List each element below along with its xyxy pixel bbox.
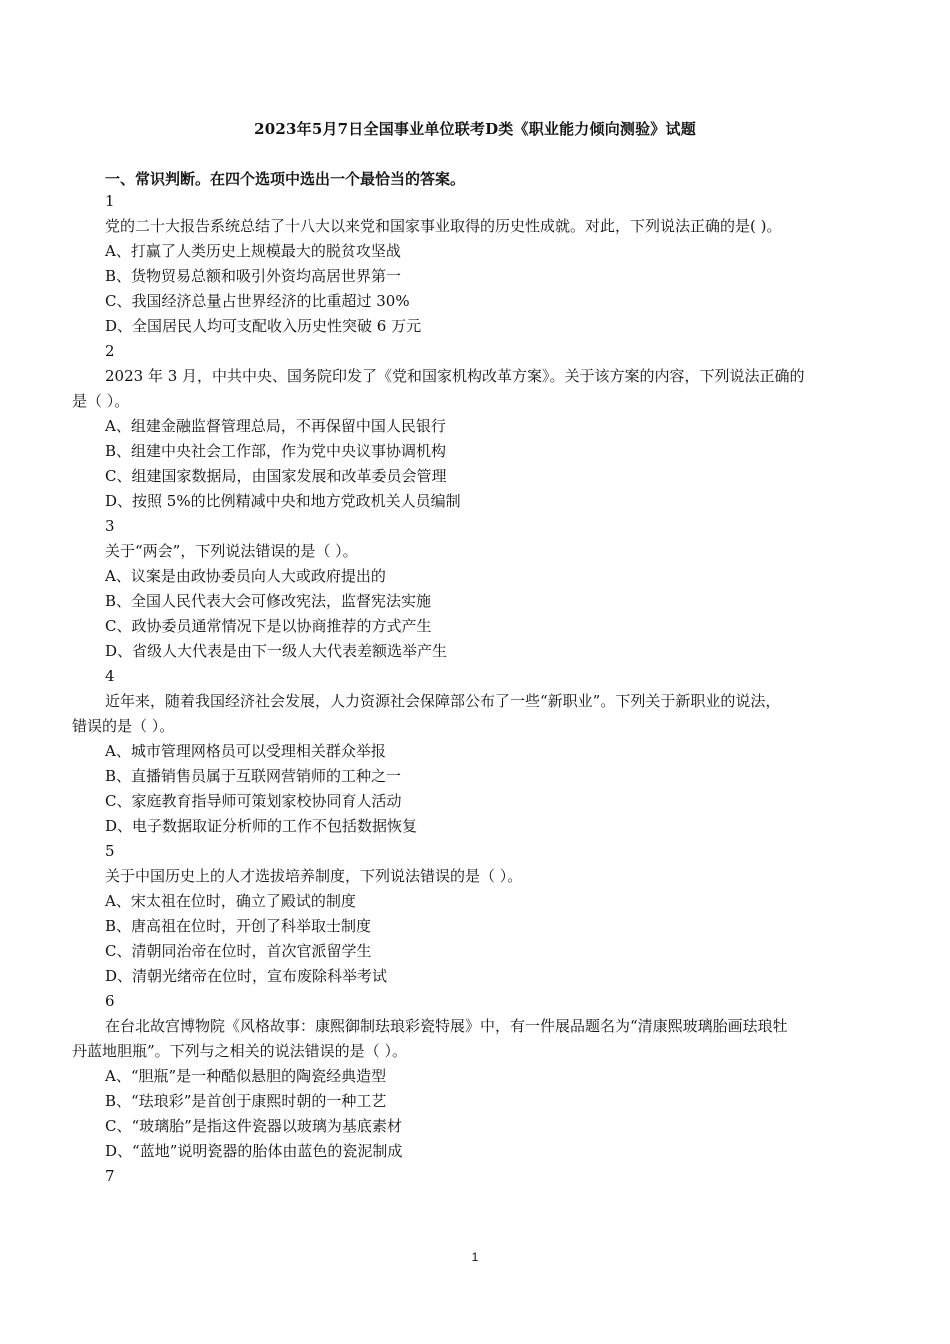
question-option: A、议案是由政协委员向人大或政府提出的 <box>105 567 386 585</box>
question-option: D、省级人大代表是由下一级人大代表差额选举产生 <box>105 642 448 660</box>
section-heading: 一、常识判断。在四个选项中选出一个最恰当的答案。 <box>105 170 466 188</box>
question-option: A、城市管理网格员可以受理相关群众举报 <box>105 742 386 760</box>
question-option: A、“胆瓶”是一种酷似悬胆的陶瓷经典造型 <box>105 1067 387 1085</box>
question-option: D、电子数据取证分析师的工作不包括数据恢复 <box>105 817 418 835</box>
question-number: 7 <box>105 1167 115 1185</box>
question-number: 4 <box>105 667 115 685</box>
question-number: 3 <box>105 517 115 535</box>
question-option: C、家庭教育指导师可策划家校协同育人活动 <box>105 792 402 810</box>
question-option: B、货物贸易总额和吸引外资均高居世界第一 <box>105 267 402 285</box>
question-stem: 关于“两会”，下列说法错误的是（ ）。 <box>105 542 358 560</box>
question-stem: 在台北故宫博物院《风格故事：康熙御制珐琅彩瓷特展》中，有一件展品题名为“清康熙玻璃胎画珐琅牡 <box>105 1017 788 1035</box>
question-stem: 关于中国历史上的人才选拔培养制度，下列说法错误的是（ ）。 <box>105 867 523 885</box>
question-option: A、打赢了人类历史上规模最大的脱贫攻坚战 <box>105 242 401 260</box>
question-number: 6 <box>105 992 115 1010</box>
question-option: A、组建金融监督管理总局，不再保留中国人民银行 <box>105 417 446 435</box>
question-option: D、“蓝地”说明瓷器的胎体由蓝色的瓷泥制成 <box>105 1142 403 1160</box>
question-option: B、唐高祖在位时，开创了科举取士制度 <box>105 917 372 935</box>
question-number: 5 <box>105 842 115 860</box>
question-stem: 近年来，随着我国经济社会发展，人力资源社会保障部公布了一些“新职业”。下列关于新职业的说法， <box>105 692 781 710</box>
question-option: C、清朝同治帝在位时，首次官派留学生 <box>105 942 372 960</box>
question-number: 2 <box>105 342 115 360</box>
question-number: 1 <box>105 192 115 210</box>
page-number: 1 <box>471 1250 479 1264</box>
question-option: C、我国经济总量占世界经济的比重超过 30% <box>105 292 410 310</box>
question-stem: 2023 年 3 月，中共中央、国务院印发了《党和国家机构改革方案》。关于该方案的内容，下列说法正确的 <box>105 367 805 385</box>
question-option: B、直播销售员属于互联网营销师的工种之一 <box>105 767 402 785</box>
page-title: 2023年5月7日全国事业单位联考D类《职业能力倾向测验》试题 <box>254 120 696 138</box>
question-stem: 党的二十大报告系统总结了十八大以来党和国家事业取得的历史性成就。对此，下列说法正确的是( )。 <box>105 217 782 235</box>
question-option: C、政协委员通常情况下是以协商推荐的方式产生 <box>105 617 432 635</box>
question-option: B、组建中央社会工作部，作为党中央议事协调机构 <box>105 442 447 460</box>
question-option: C、组建国家数据局，由国家发展和改革委员会管理 <box>105 467 447 485</box>
question-option: D、全国居民人均可支配收入历史性突破 6 万元 <box>105 317 422 335</box>
question-option: B、“珐琅彩”是首创于康熙时朝的一种工艺 <box>105 1092 387 1110</box>
question-option: D、按照 5%的比例精减中央和地方党政机关人员编制 <box>105 492 461 510</box>
question-stem-continued: 错误的是（ ）。 <box>72 717 175 735</box>
question-option: B、全国人民代表大会可修改宪法，监督宪法实施 <box>105 592 432 610</box>
question-stem-continued: 丹蓝地胆瓶”。下列与之相关的说法错误的是（ ）。 <box>72 1042 407 1060</box>
question-option: C、“玻璃胎”是指这件瓷器以玻璃为基底素材 <box>105 1117 402 1135</box>
question-stem-continued: 是（ ）。 <box>72 392 130 410</box>
question-option: D、清朝光绪帝在位时，宣布废除科举考试 <box>105 967 388 985</box>
question-option: A、宋太祖在位时，确立了殿试的制度 <box>105 892 356 910</box>
